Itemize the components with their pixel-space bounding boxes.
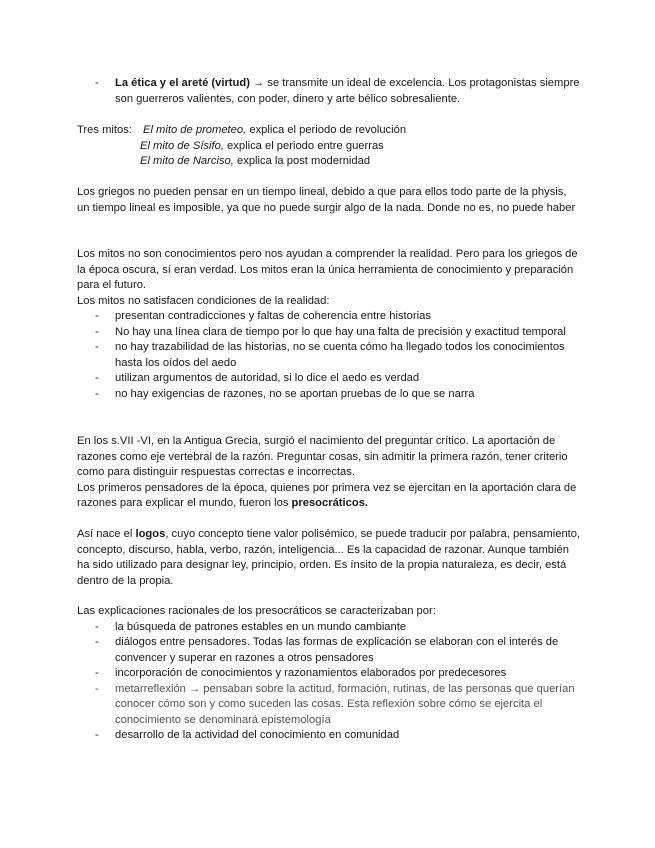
list-item-text: la búsqueda de patrones estables en un mundo cambiante <box>115 620 407 633</box>
pensadores-text: Los primeros pensadores de la época, quienes por primera vez se ejercitan en la aportación clara de razones para explicar el mundo, fueron los <box>77 481 577 509</box>
list-item <box>77 325 582 341</box>
list-item <box>77 666 582 682</box>
logos-after: , cuyo concepto tiene valor polisémico, se puede traducir por palabra, pensamiento, concepto, discurso, habla, verbo, razón, inteligencia... Es la capacidad de razonar. Aunque también ha sido utilizado para designar ley, principio, orden. Es ínsito de la propia naturaleza, es decir, está dentro de la propia. <box>77 528 581 587</box>
myth-desc: explica el periodo entre guerras <box>223 139 384 152</box>
list-item-text: incorporación de conocimientos y razonamientos elaborados por predecesores <box>115 667 507 679</box>
presocraticos-section <box>77 604 582 744</box>
list-item-text: no hay exigencias de razones, no se aportan pruebas de lo que se narra <box>115 387 475 400</box>
myth-item <box>140 139 384 155</box>
myth-desc: explica el periodo de revolución <box>246 124 407 136</box>
myth-item <box>143 123 406 139</box>
bullet-dash: - <box>95 77 99 89</box>
logos-term: logos <box>135 528 166 540</box>
mitos-section <box>77 247 582 402</box>
paragraph-tiempo-lineal: Los griegos no pueden pensar en un tiempo lineal, debido a que para ellos todo parte de la physis, un tiempo lineal es imposible, ya que no puede surgir algo de la nada. Donde no es, no puede haber <box>77 186 576 214</box>
intro-bullet-bold: La ética y el areté (virtud) <box>115 77 250 89</box>
mitos-list <box>77 309 582 402</box>
myth-row <box>77 154 582 170</box>
myth-row <box>77 123 582 139</box>
bullet-dash: - <box>95 372 99 384</box>
critico-section <box>77 434 582 512</box>
bullet-dash: - <box>95 667 99 679</box>
list-item-text: No hay una línea clara de tiempo por lo que hay una falta de precisión y exactitud temporal <box>115 325 566 338</box>
list-item-text: metarreflexión → pensaban sobre la actitud, formación, rutinas, de las personas que querían conocer cómo son y como suceden las cosas. Esta reflexión sobre cómo se ejercita el conocimiento se denominará epistemología <box>115 682 575 726</box>
list-item-text: no hay trazabilidad de las historias, no se cuenta cómo ha llegado todos los conocimientos hasta los oídos del aedo <box>115 341 565 369</box>
list-item <box>77 635 582 666</box>
myth-title: El mito de Sísifo, <box>140 139 224 152</box>
list-item-text: utilizan argumentos de autoridad, si lo dice el aedo es verdad <box>115 372 420 384</box>
list-item <box>77 728 582 744</box>
list-item-text: presentan contradicciones y faltas de coherencia entre historias <box>115 310 431 322</box>
myth-desc: explica la post modernidad <box>233 155 371 167</box>
list-item-text: desarrollo de la actividad del conocimiento en comunidad <box>115 729 400 741</box>
presocraticos-list <box>77 620 582 744</box>
list-item <box>77 620 582 636</box>
list-item <box>77 387 582 403</box>
intro-bullet-list <box>77 76 582 107</box>
intro-bullet <box>77 76 582 107</box>
myths-section <box>77 123 582 170</box>
paragraph-mitos: Los mitos no son conocimientos pero nos ayudan a comprender la realidad. Pero para los griegos de la época oscura, sí eran verdad. Los mitos eran la única herramienta de conocimiento y preparación para el futuro. <box>77 248 578 291</box>
presocraticos-intro: Las explicaciones racionales de los presocráticos se caracterizaban por: <box>77 605 436 617</box>
bullet-dash: - <box>95 325 99 338</box>
list-item-text: diálogos entre pensadores. Todas las formas de explicación se elaboran con el interés de convencer y superar en razones a otros pensadores <box>115 636 559 664</box>
paragraph-logos <box>77 527 582 589</box>
bullet-dash: - <box>95 682 99 695</box>
myth-item <box>140 154 370 170</box>
logos-before: Así nace el <box>77 528 136 540</box>
bullet-dash: - <box>95 341 99 353</box>
paragraph-pensadores <box>77 481 582 512</box>
list-item <box>77 309 582 325</box>
bullet-dash: - <box>95 387 99 400</box>
myth-row <box>77 139 582 155</box>
bullet-dash: - <box>95 729 99 741</box>
list-item <box>77 340 582 371</box>
bullet-dash: - <box>95 636 99 648</box>
bullet-dash: - <box>95 620 99 633</box>
myth-title: El mito de prometeo, <box>143 124 247 136</box>
list-item <box>77 371 582 387</box>
paragraph-preguntar-critico: En los s.VII -VI, en la Antigua Grecia, surgió el nacimiento del preguntar crítico. La aportación de razones como eje vertebral de la razón. Preguntar cosas, sin admitir la primera razón, tener criterio como para distinguir respuestas correctas e incorrectas. <box>77 435 568 478</box>
myth-title: El mito de Narciso, <box>140 155 234 167</box>
myths-lead: Tres mitos: <box>77 124 132 136</box>
bullet-dash: - <box>95 310 99 322</box>
presocraticos-term: presocráticos. <box>291 497 369 509</box>
intro-bullet-text: se transmite un ideal de excelencia. Los protagonistas siempre son guerreros valientes, con poder, dinero y arte bélico sobresaliente. <box>115 77 580 105</box>
mitos-list-intro: Los mitos no satisfacen condiciones de la realidad: <box>77 294 330 307</box>
list-item <box>77 682 582 729</box>
arrow-symbol: → <box>249 77 268 89</box>
